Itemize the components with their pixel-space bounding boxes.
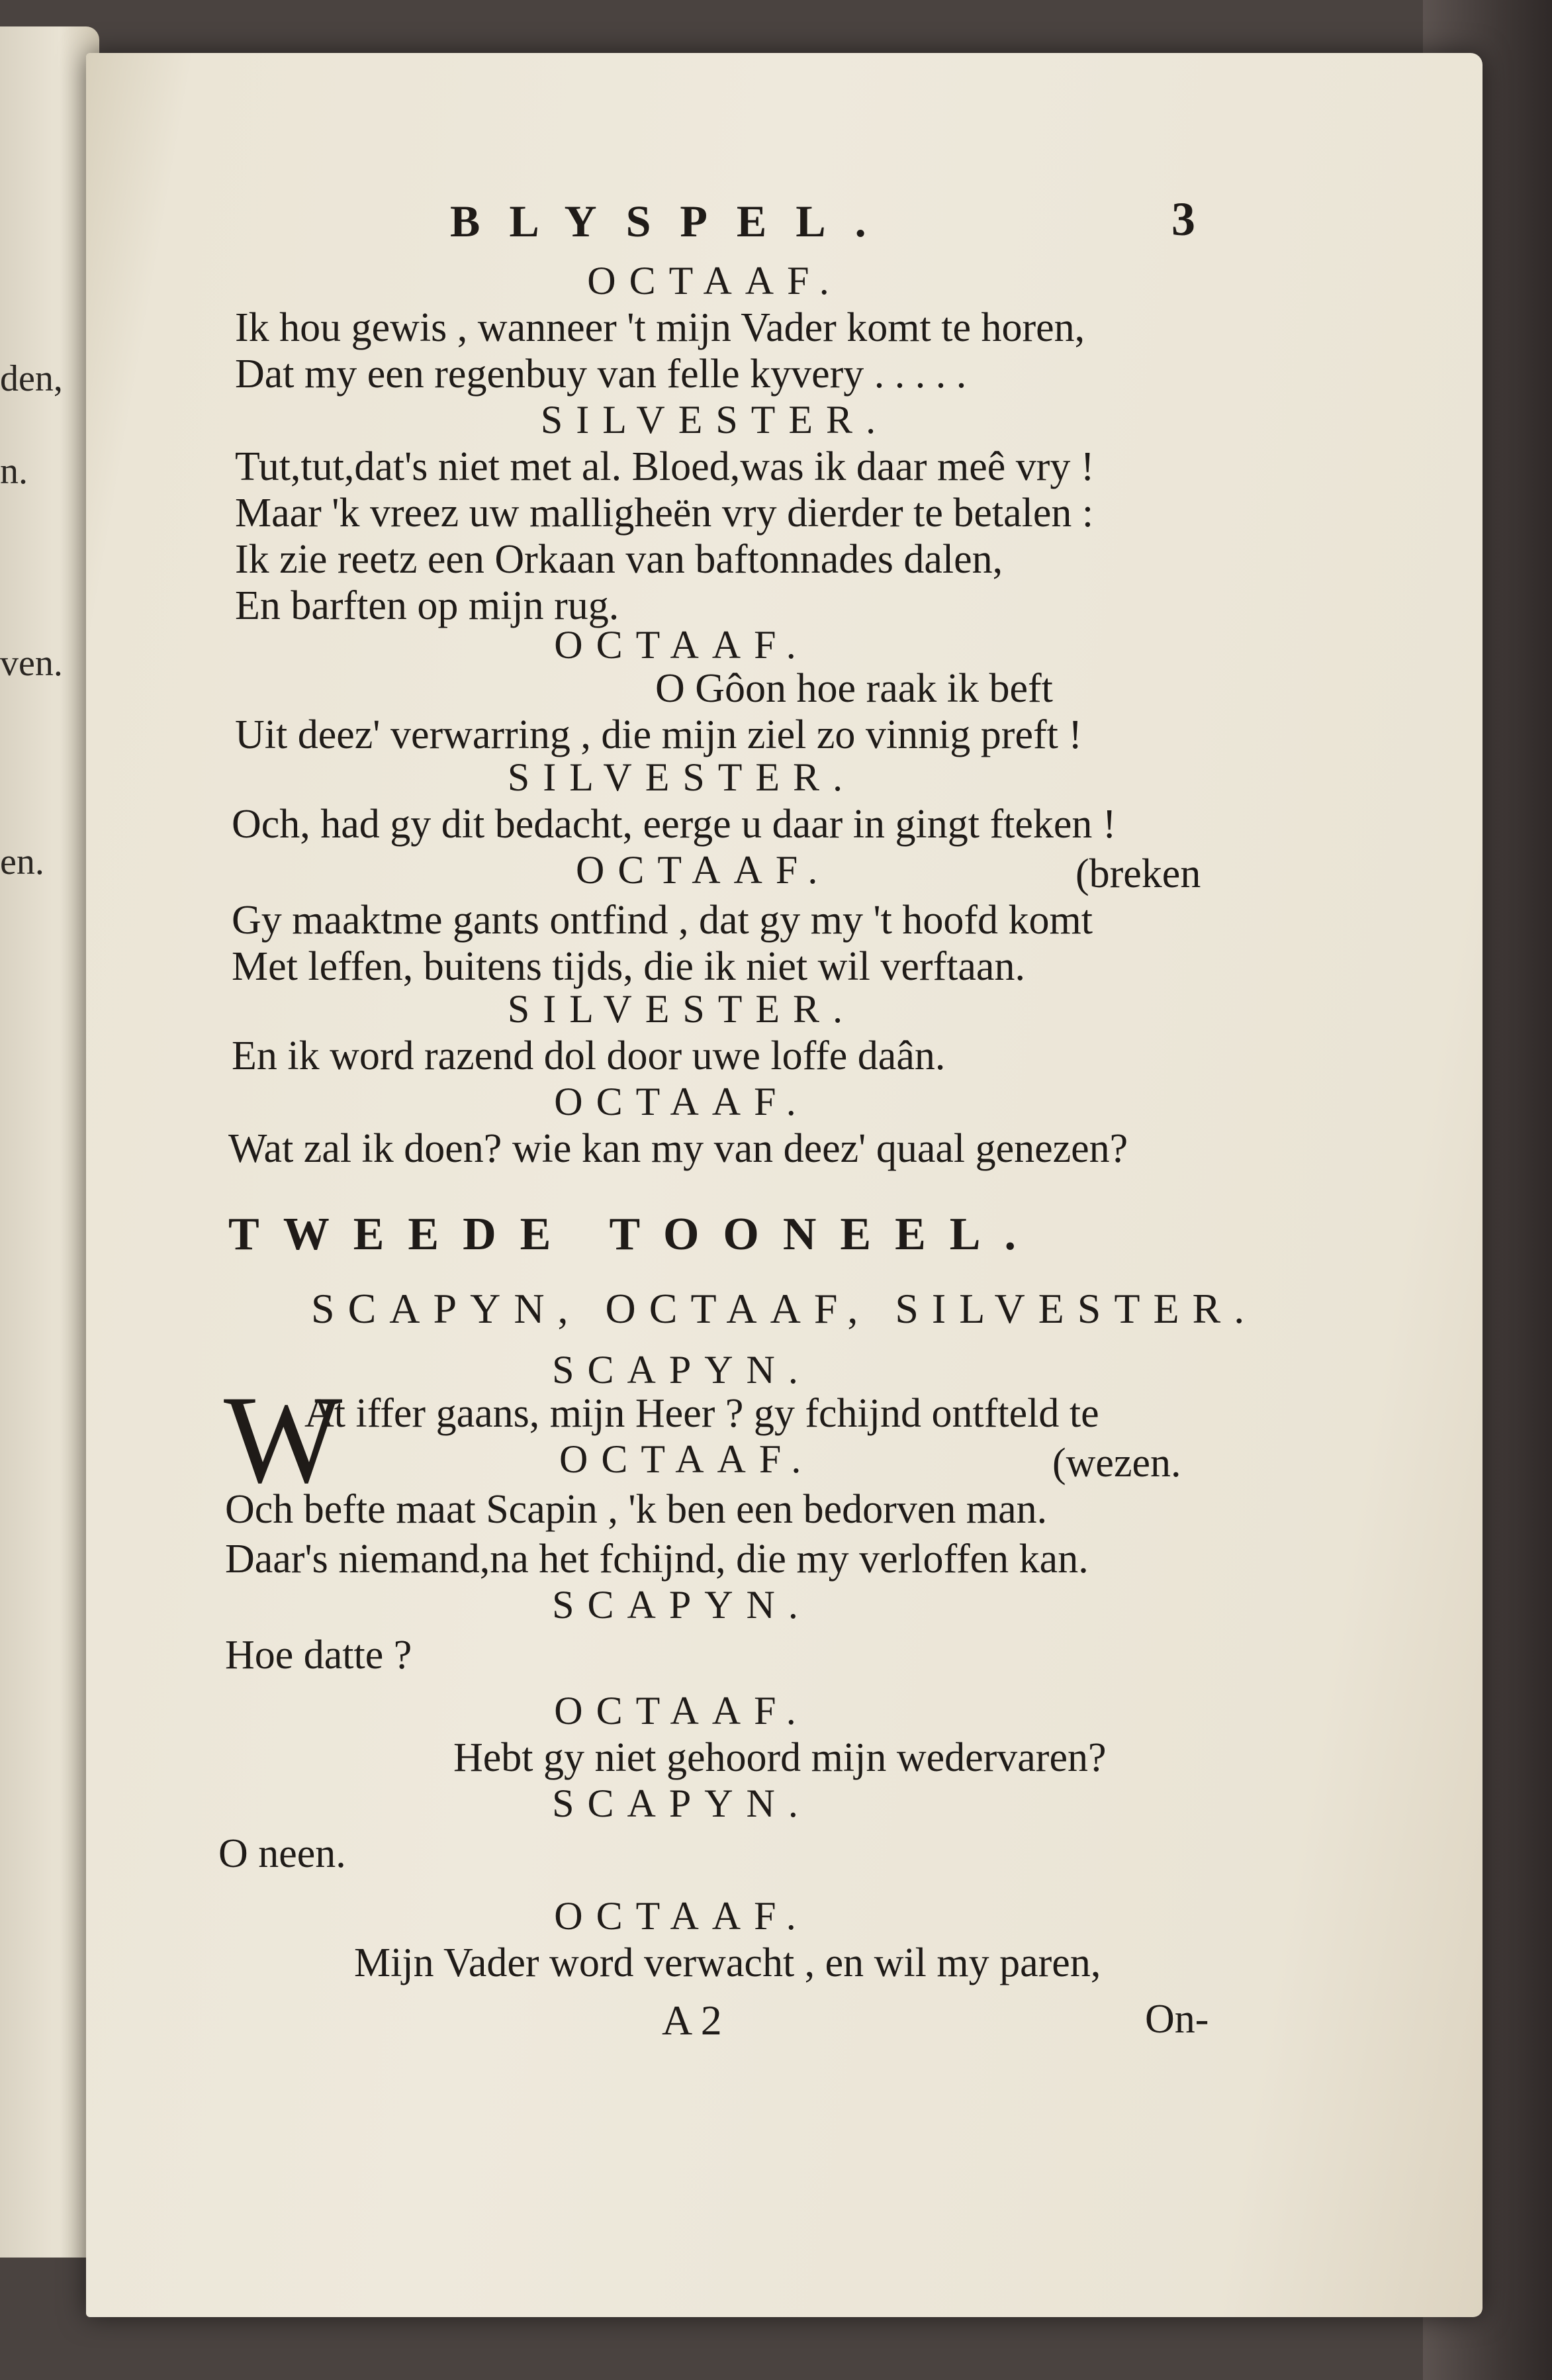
verse-line: Maar 'k vreez uw malligheën vry dierder te betalen : <box>235 491 1094 536</box>
verse-line: At iffer gaans, mijn Heer ? gy fchijnd ontfteld te <box>304 1391 1099 1436</box>
speaker-heading: OCTAAF. <box>554 1894 809 1938</box>
left-fragment: en. <box>0 841 44 882</box>
verse-line: O neen. <box>218 1831 346 1876</box>
scene-title: TWEEDE TOONEEL. <box>228 1209 1040 1260</box>
verse-line: (wezen. <box>1052 1441 1181 1486</box>
verse-line: Hebt gy niet gehoord mijn wedervaren? <box>453 1735 1107 1780</box>
left-fragment: den, <box>0 358 63 399</box>
signature-mark: A 2 <box>662 1997 722 2044</box>
verse-line: Uit deez' verwarring , die mijn ziel zo vinnig preft ! <box>235 712 1082 757</box>
left-page-edge <box>0 26 99 2258</box>
speaker-heading: SILVESTER. <box>507 755 856 799</box>
verse-line: Och befte maat Scapin , 'k ben een bedorven man. <box>225 1487 1048 1532</box>
speaker-heading: OCTAAF. <box>559 1437 815 1481</box>
left-fragment: n. <box>0 451 28 492</box>
verse-line: Gy maaktme gants ontfind , dat gy my 't hoofd komt <box>232 898 1093 943</box>
verse-line: Daar's niemand,na het fchijnd, die my verloffen kan. <box>225 1537 1089 1582</box>
verse-line: Och, had gy dit bedacht, eerge u daar in gingt fteken ! <box>232 802 1117 847</box>
verse-line: Met leffen, buitens tijds, die ik niet wil verftaan. <box>232 944 1025 989</box>
verse-line: En ik word razend dol door uwe loffe daân. <box>232 1033 946 1078</box>
catchword: On- <box>1145 1997 1209 2042</box>
cast-list: SCAPYN, OCTAAF, SILVESTER. <box>311 1285 1258 1332</box>
speaker-heading: SCAPYN. <box>552 1782 811 1825</box>
drop-cap: W <box>224 1370 343 1509</box>
verse-line: (breken <box>1075 851 1201 896</box>
running-head: BLYSPEL. <box>450 196 895 246</box>
speaker-heading: OCTAAF. <box>587 259 843 303</box>
verse-line: En barften op mijn rug. <box>235 583 619 628</box>
verse-line: Wat zal ik doen? wie kan my van deez' quaal genezen? <box>228 1126 1128 1171</box>
speaker-heading: OCTAAF. <box>554 1689 809 1733</box>
page-number: 3 <box>1171 193 1195 246</box>
verse-line: O Gôon hoe raak ik beft <box>655 666 1053 711</box>
verse-line: Mijn Vader word verwacht , en wil my paren, <box>354 1940 1101 1985</box>
speaker-heading: SILVESTER. <box>540 398 890 442</box>
book-page <box>86 53 1483 2317</box>
speaker-heading: OCTAAF. <box>576 848 831 892</box>
speaker-heading: SILVESTER. <box>507 987 856 1031</box>
verse-line: Tut,tut,dat's niet met al. Bloed,was ik daar meê vry ! <box>235 444 1095 489</box>
speaker-heading: SCAPYN. <box>552 1348 811 1392</box>
verse-line: Ik hou gewis , wanneer 't mijn Vader komt te horen, <box>235 305 1085 350</box>
speaker-heading: SCAPYN. <box>552 1583 811 1627</box>
speaker-heading: OCTAAF. <box>554 1080 809 1123</box>
verse-line: Ik zie reetz een Orkaan van baftonnades dalen, <box>235 537 1003 582</box>
speaker-heading: OCTAAF. <box>554 623 809 667</box>
left-fragment: ven. <box>0 643 63 684</box>
verse-line: Hoe datte ? <box>225 1633 412 1678</box>
verse-line: Dat my een regenbuy van felle kyvery . . . . . <box>235 352 967 397</box>
